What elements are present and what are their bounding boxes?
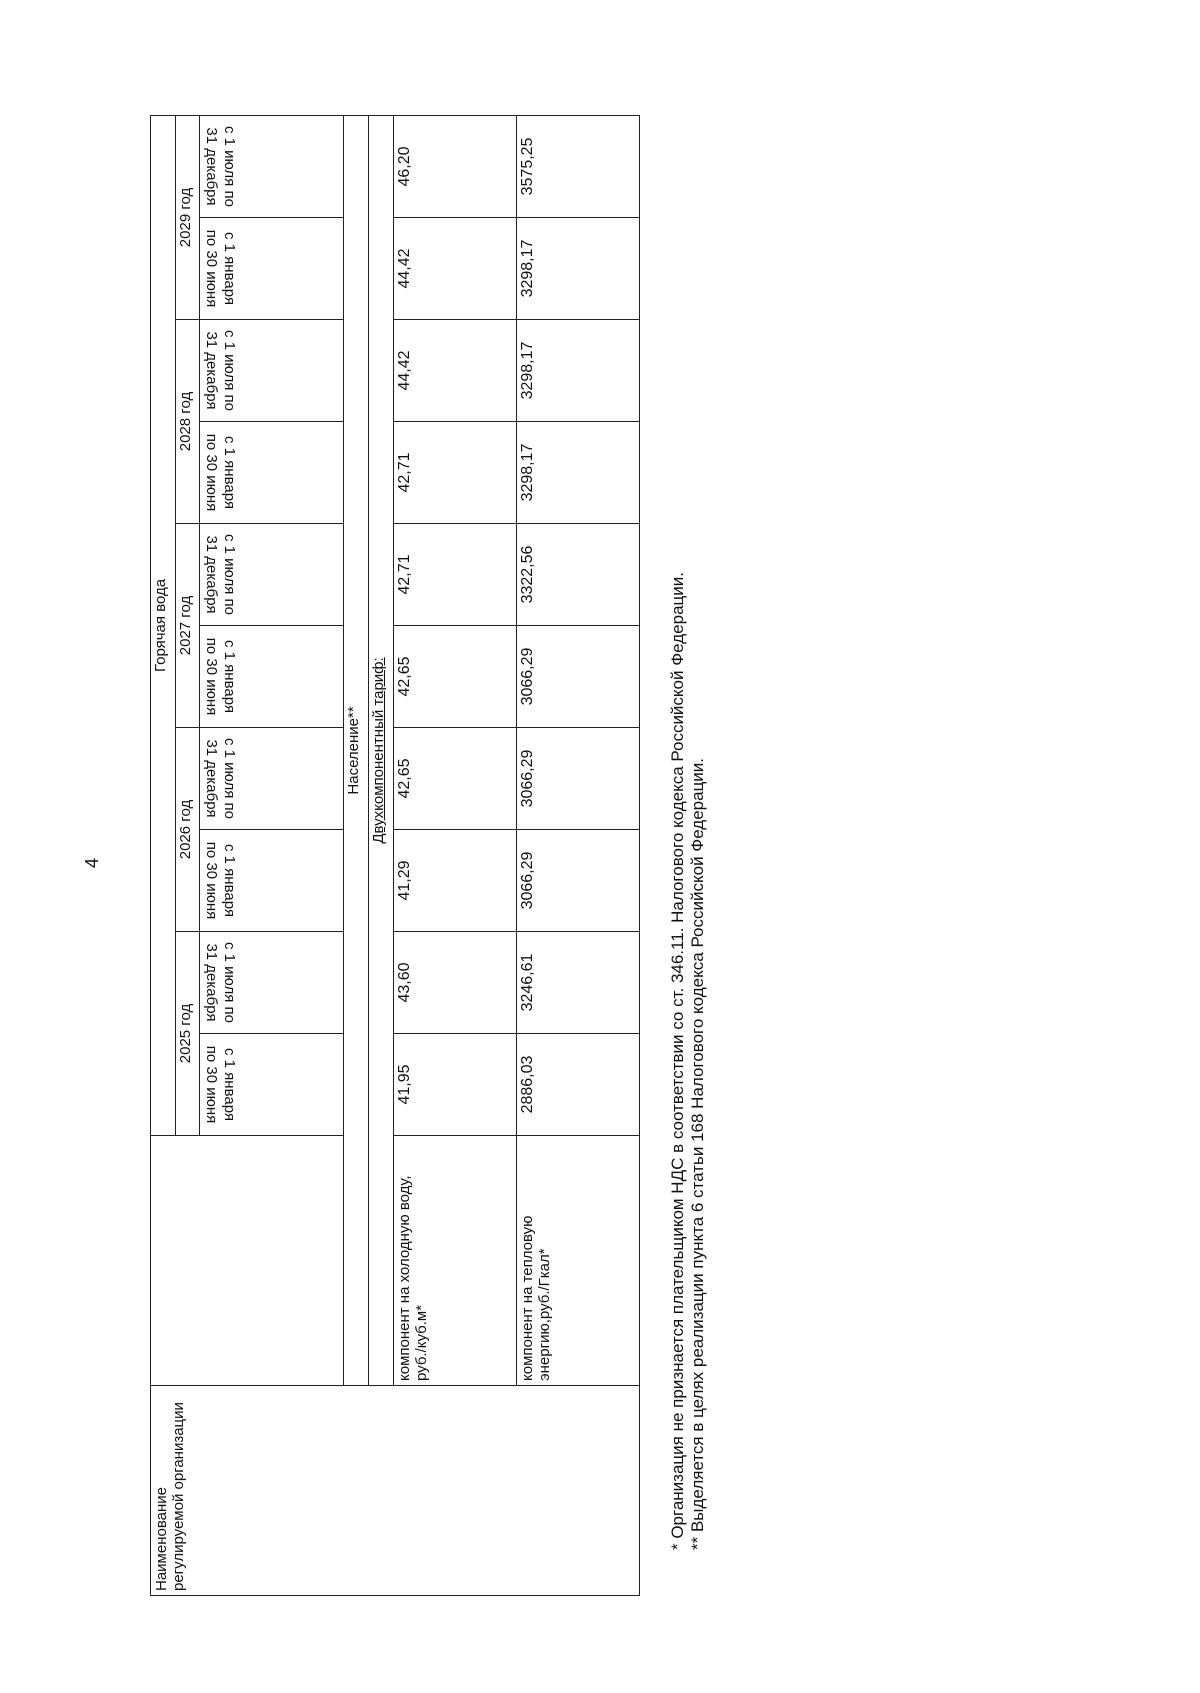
value-cell: 3246,61 xyxy=(516,932,639,1034)
period-text: с 1 июля по 31 декабря xyxy=(203,534,239,615)
period-text: с 1 января по 30 июня xyxy=(203,841,239,920)
value-cell: 3298,17 xyxy=(516,422,639,524)
page-number: 4 xyxy=(82,857,102,868)
row-label-header xyxy=(151,1136,344,1386)
period-header xyxy=(200,830,344,932)
value-cell: 2886,03 xyxy=(516,1034,639,1136)
value-cell: 3298,17 xyxy=(516,218,639,320)
value-cell: 3066,29 xyxy=(516,728,639,830)
period-header xyxy=(200,115,344,217)
year-header-2025: 2025 год xyxy=(175,932,200,1136)
value-cell: 3066,29 xyxy=(516,626,639,728)
period-text: с 1 января по 30 июня xyxy=(203,637,239,716)
period-header xyxy=(200,320,344,422)
value-cell: 44,42 xyxy=(393,218,516,320)
period-text: с 1 июля по 31 декабря xyxy=(203,942,239,1023)
tariff-table xyxy=(150,115,640,1596)
footnote-population: ** Выделяется в целях реализации пункта 6 статьи 168 Налогового кодекса Российской Федерации. xyxy=(688,757,707,1550)
year-header-2027: 2027 год xyxy=(175,524,200,728)
org-name-header: Наименование регулируемой организации xyxy=(151,1386,640,1596)
period-header xyxy=(200,422,344,524)
value-cell: 44,42 xyxy=(393,320,516,422)
year-header-2029: 2029 год xyxy=(175,115,200,319)
year-header-2026: 2026 год xyxy=(175,728,200,932)
period-text: с 1 января по 30 июня xyxy=(203,1045,239,1124)
value-cell: 41,29 xyxy=(393,830,516,932)
value-cell: 3066,29 xyxy=(516,830,639,932)
period-text: с 1 января по 30 июня xyxy=(203,433,239,512)
table-row xyxy=(516,115,639,1595)
footnote-vat: * Организация не признается плательщиком НДС в соответствии со ст. 346.11. Налогового кодекса Российской Федерации. xyxy=(668,572,687,1550)
period-header xyxy=(200,728,344,830)
period-header xyxy=(200,1034,344,1136)
year-header-2028: 2028 год xyxy=(175,320,200,524)
value-cell: 46,20 xyxy=(393,115,516,217)
group-header-hot-water: Горячая вода xyxy=(151,115,176,1135)
value-cell: 42,71 xyxy=(393,422,516,524)
value-cell: 42,65 xyxy=(393,626,516,728)
period-header xyxy=(200,932,344,1034)
period-header xyxy=(200,524,344,626)
table-row xyxy=(393,115,516,1595)
row-label: компонент на холодную воду, руб./куб.м* xyxy=(393,1136,516,1386)
period-text: с 1 июля по 31 декабря xyxy=(203,738,239,819)
value-cell: 41,95 xyxy=(393,1034,516,1136)
period-header xyxy=(200,218,344,320)
section-population: Население** xyxy=(344,115,369,1385)
row-label: компонент на тепловую энергию,руб./Гкал* xyxy=(516,1136,639,1386)
section-two-component-tariff: Двухкомпонентный тариф: xyxy=(369,115,394,1385)
value-cell: 3575,25 xyxy=(516,115,639,217)
period-text: с 1 июля по 31 декабря xyxy=(203,330,239,411)
value-cell: 3322,56 xyxy=(516,524,639,626)
value-cell: 3298,17 xyxy=(516,320,639,422)
period-text: с 1 января по 30 июня xyxy=(203,229,239,308)
period-text: с 1 июля по 31 декабря xyxy=(203,125,239,207)
tariff-table-container xyxy=(150,116,640,1596)
period-header xyxy=(200,626,344,728)
footnotes xyxy=(668,572,708,1550)
value-cell: 43,60 xyxy=(393,932,516,1034)
value-cell: 42,65 xyxy=(393,728,516,830)
value-cell: 42,71 xyxy=(393,524,516,626)
